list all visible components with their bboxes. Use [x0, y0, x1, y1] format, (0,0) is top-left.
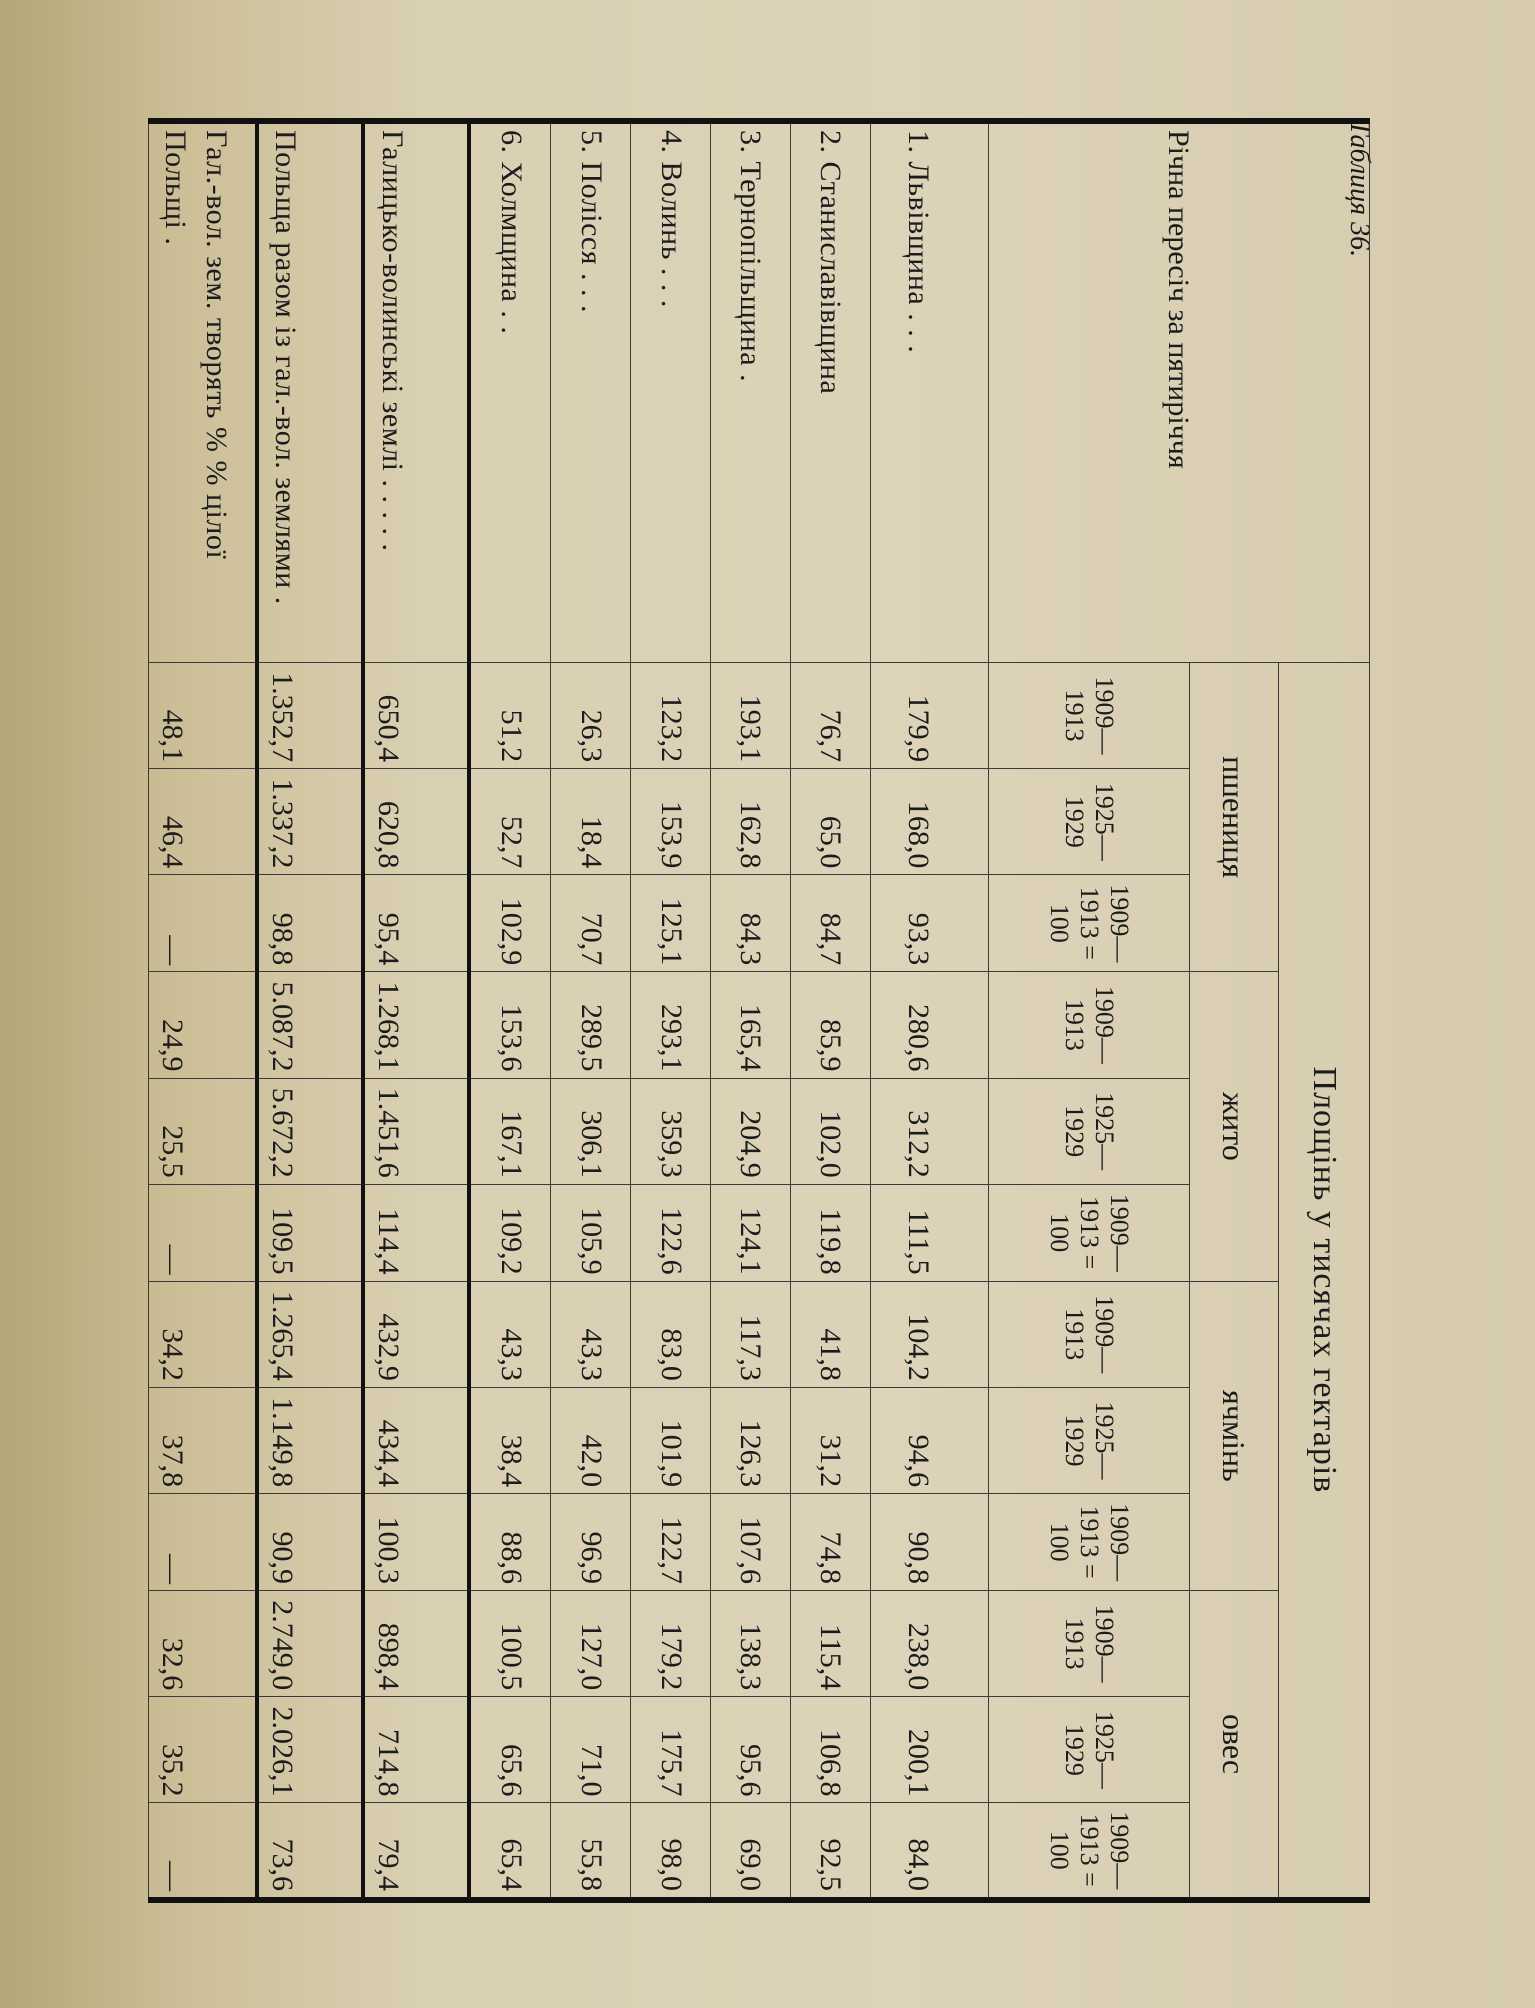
table-cell: 74,8	[790, 1494, 870, 1591]
table-cell: 111,5	[870, 1184, 988, 1281]
table-cell: 65,0	[790, 769, 870, 875]
table-cell: 26,3	[551, 662, 631, 768]
row-label: 4. Волинь . . .	[631, 121, 711, 662]
table-cell: 179,9	[870, 662, 988, 768]
table-cell: —	[149, 1803, 257, 1900]
table-cell: 898,4	[363, 1591, 469, 1697]
table-cell: 73,6	[257, 1803, 363, 1900]
table-cell: 35,2	[149, 1697, 257, 1803]
table-cell: 200,1	[870, 1697, 988, 1803]
table-cell: 122,6	[631, 1184, 711, 1281]
table-cell: 5.672,2	[257, 1078, 363, 1184]
row-label: 6. Холмщина . .	[469, 121, 551, 662]
table-cell: 69,0	[711, 1803, 791, 1900]
rotated-table-container	[148, 118, 1370, 1903]
table-cell: 48,1	[149, 662, 257, 768]
table-cell: 109,5	[257, 1184, 363, 1281]
table-cell: 119,8	[790, 1184, 870, 1281]
table-cell: 34,2	[149, 1281, 257, 1387]
table-row	[790, 121, 870, 1900]
table-body	[149, 121, 989, 1900]
table-cell: 105,9	[551, 1184, 631, 1281]
table-cell: 193,1	[711, 662, 791, 768]
table-row	[631, 121, 711, 1900]
period-header: 1909—1913	[989, 972, 1190, 1078]
period-header: 1925—1929	[989, 769, 1190, 875]
period-header: 1925—1929	[989, 1697, 1190, 1803]
crop-area-table	[148, 118, 1370, 1903]
period-header: 1925—1929	[989, 1078, 1190, 1184]
table-cell: 37,8	[149, 1387, 257, 1493]
table-cell: 43,3	[551, 1281, 631, 1387]
table-cell: 175,7	[631, 1697, 711, 1803]
table-cell: 85,9	[790, 972, 870, 1078]
table-cell: 714,8	[363, 1697, 469, 1803]
index-header: 1909—1913 = 100	[989, 1184, 1190, 1281]
table-cell: 31,2	[790, 1387, 870, 1493]
table-cell: 38,4	[469, 1387, 551, 1493]
table-cell: 95,4	[363, 875, 469, 972]
table-cell: 102,9	[469, 875, 551, 972]
table-cell: 71,0	[551, 1697, 631, 1803]
table-cell: —	[149, 1184, 257, 1281]
crop-header-barley: ячмінь	[1190, 1281, 1279, 1590]
table-cell: 1.337,2	[257, 769, 363, 875]
table-cell: 127,0	[551, 1591, 631, 1697]
table-cell: 65,6	[469, 1697, 551, 1803]
table-cell: 84,0	[870, 1803, 988, 1900]
table-cell: 106,8	[790, 1697, 870, 1803]
row-label: Галицько-волинські землі . . . . .	[363, 121, 469, 662]
table-row	[551, 121, 631, 1900]
table-cell: 25,5	[149, 1078, 257, 1184]
table-cell: 122,7	[631, 1494, 711, 1591]
table-cell: 107,6	[711, 1494, 791, 1591]
table-cell: 125,1	[631, 875, 711, 972]
table-cell: 42,0	[551, 1387, 631, 1493]
table-row	[870, 121, 988, 1900]
table-cell: 312,2	[870, 1078, 988, 1184]
total-row	[149, 121, 257, 1900]
table-cell: 162,8	[711, 769, 791, 875]
row-label: 2. Станиславівщина	[790, 121, 870, 662]
table-cell: 79,4	[363, 1803, 469, 1900]
row-label: Польща разом із гал.-вол. землями .	[257, 121, 363, 662]
table-cell: 117,3	[711, 1281, 791, 1387]
table-cell: 1.352,7	[257, 662, 363, 768]
index-header: 1909—1913 = 100	[989, 1803, 1190, 1900]
table-cell: 2.749,0	[257, 1591, 363, 1697]
table-cell: 70,7	[551, 875, 631, 972]
table-cell: 46,4	[149, 769, 257, 875]
table-cell: 1.149,8	[257, 1387, 363, 1493]
table-row	[711, 121, 791, 1900]
table-cell: 306,1	[551, 1078, 631, 1184]
table-cell: 65,4	[469, 1803, 551, 1900]
index-header: 1909—1913 = 100	[989, 875, 1190, 972]
table-cell: 90,8	[870, 1494, 988, 1591]
crop-header-wheat: пшениця	[1190, 662, 1279, 971]
table-cell: 101,9	[631, 1387, 711, 1493]
area-title: Площінь у тисячах гектарів	[1279, 662, 1370, 1900]
table-cell: 432,9	[363, 1281, 469, 1387]
table-cell: 114,4	[363, 1184, 469, 1281]
table-cell: 55,8	[551, 1803, 631, 1900]
table-cell: 51,2	[469, 662, 551, 768]
table-cell: 83,0	[631, 1281, 711, 1387]
table-number: Таблиця 36.	[1344, 120, 1375, 258]
table-cell: 5.087,2	[257, 972, 363, 1078]
table-cell: 109,2	[469, 1184, 551, 1281]
table-cell: 124,1	[711, 1184, 791, 1281]
row-label: 1. Львівщина . . .	[870, 121, 988, 662]
table-cell: 293,1	[631, 972, 711, 1078]
table-cell: 115,4	[790, 1591, 870, 1697]
crop-header-oats: овес	[1190, 1591, 1279, 1900]
table-cell: —	[149, 1494, 257, 1591]
table-cell: 138,3	[711, 1591, 791, 1697]
period-header: 1909—1913	[989, 1281, 1190, 1387]
crop-header-rye: жито	[1190, 972, 1279, 1281]
table-cell: 165,4	[711, 972, 791, 1078]
stub-header: Річна пересіч за пятиріччя	[989, 121, 1370, 662]
table-cell: 1.268,1	[363, 972, 469, 1078]
table-cell: 126,3	[711, 1387, 791, 1493]
table-cell: 96,9	[551, 1494, 631, 1591]
table-cell: 153,9	[631, 769, 711, 875]
table-cell: 179,2	[631, 1591, 711, 1697]
table-cell: 88,6	[469, 1494, 551, 1591]
table-cell: 76,7	[790, 662, 870, 768]
table-cell: 167,1	[469, 1078, 551, 1184]
table-cell: 90,9	[257, 1494, 363, 1591]
table-cell: 95,6	[711, 1697, 791, 1803]
table-cell: 620,8	[363, 769, 469, 875]
table-cell: 94,6	[870, 1387, 988, 1493]
period-header: 1925—1929	[989, 1387, 1190, 1493]
period-header: 1909—1913	[989, 1591, 1190, 1697]
table-cell: 650,4	[363, 662, 469, 768]
table-cell: 102,0	[790, 1078, 870, 1184]
total-row	[363, 121, 469, 1900]
table-cell: 123,2	[631, 662, 711, 768]
table-cell: 52,7	[469, 769, 551, 875]
table-row	[469, 121, 551, 1900]
period-header: 1909—1913	[989, 662, 1190, 768]
table-cell: 100,3	[363, 1494, 469, 1591]
table-cell: 2.026,1	[257, 1697, 363, 1803]
table-cell: 104,2	[870, 1281, 988, 1387]
table-cell: 41,8	[790, 1281, 870, 1387]
table-cell: 153,6	[469, 972, 551, 1078]
row-label: 3. Тернопільщина .	[711, 121, 791, 662]
table-cell: 238,0	[870, 1591, 988, 1697]
row-label: Гал.-вол. зем. творять % % цілої Польщі .	[149, 121, 257, 662]
table-cell: 1.265,4	[257, 1281, 363, 1387]
total-row	[257, 121, 363, 1900]
table-cell: 1.451,6	[363, 1078, 469, 1184]
table-cell: 24,9	[149, 972, 257, 1078]
row-label: 5. Полісся . . .	[551, 121, 631, 662]
index-header: 1909—1913 = 100	[989, 1494, 1190, 1591]
table-cell: 18,4	[551, 769, 631, 875]
table-cell: 84,7	[790, 875, 870, 972]
table-cell: 168,0	[870, 769, 988, 875]
table-cell: 434,4	[363, 1387, 469, 1493]
table-cell: 92,5	[790, 1803, 870, 1900]
table-cell: 32,6	[149, 1591, 257, 1697]
table-cell: 84,3	[711, 875, 791, 972]
table-cell: 289,5	[551, 972, 631, 1078]
table-cell: 98,8	[257, 875, 363, 972]
table-cell: 43,3	[469, 1281, 551, 1387]
table-cell: 98,0	[631, 1803, 711, 1900]
table-cell: 93,3	[870, 875, 988, 972]
table-cell: 359,3	[631, 1078, 711, 1184]
table-cell: 100,5	[469, 1591, 551, 1697]
table-cell: 280,6	[870, 972, 988, 1078]
table-cell: 204,9	[711, 1078, 791, 1184]
table-cell: —	[149, 875, 257, 972]
